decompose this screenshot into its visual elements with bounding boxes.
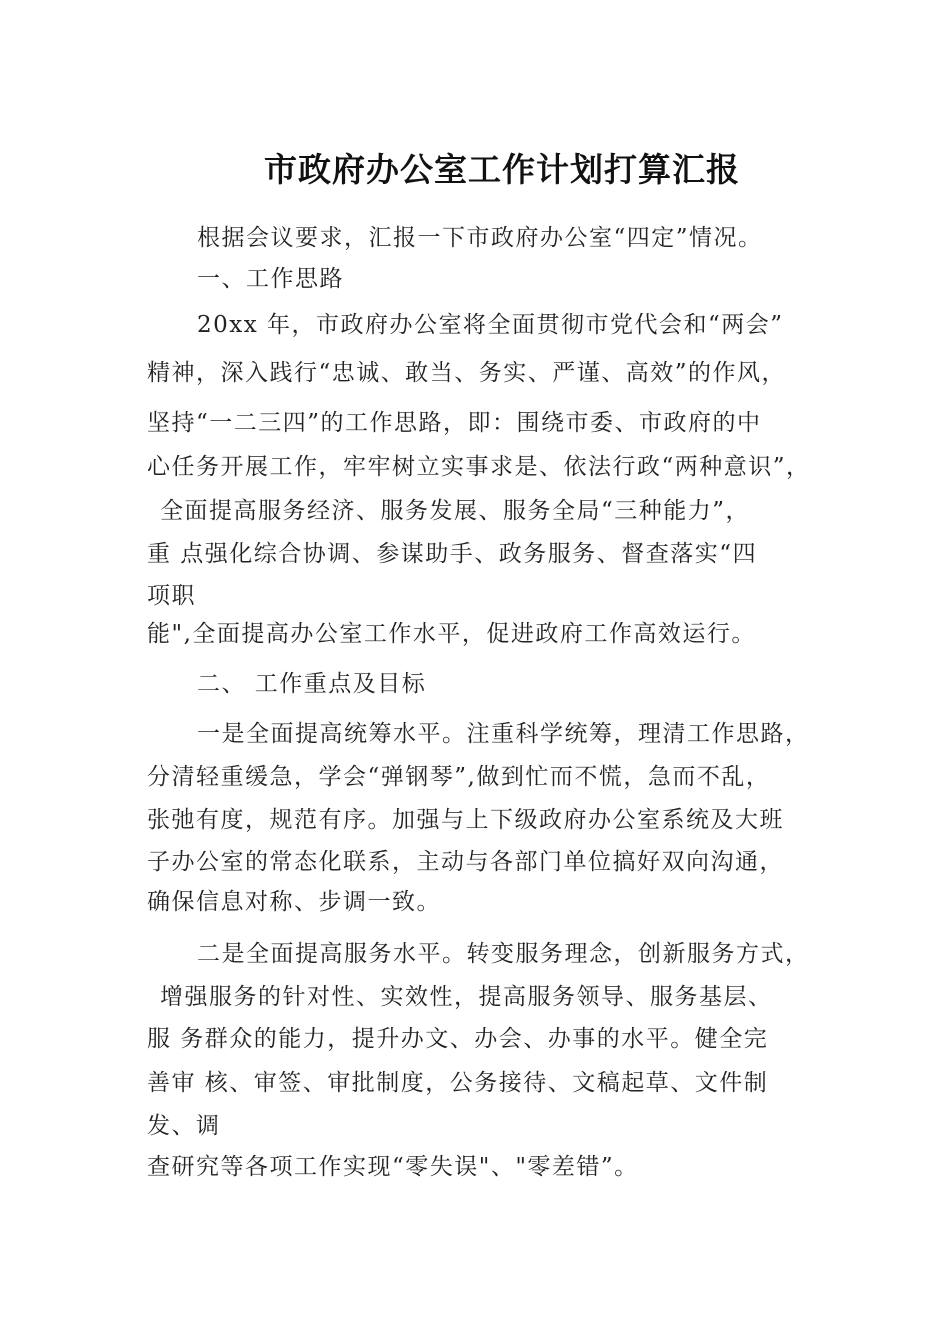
paragraph-line: 全面提高服务经济、服务发展、服务全局“三种能力”，: [160, 498, 751, 524]
paragraph-line: 增强服务的针对性、实效性，提高服务领导、服务基层、: [160, 984, 773, 1010]
paragraph-line: 坚持“一二三四”的工作思路，即：围绕市委、市政府的中: [147, 410, 762, 436]
paragraph-line: 服 务群众的能力，提升办文、办会、办事的水平。健全完: [147, 1026, 769, 1052]
paragraph-line: 根据会议要求，汇报一下市政府办公室“四定”情况。: [197, 225, 763, 251]
paragraph-line: 项职: [147, 583, 196, 609]
paragraph-line: 查研究等各项工作实现“零失误"、"零差错”。: [147, 1154, 639, 1180]
paragraph-line: 一是全面提高统筹水平。注重科学统筹，理清工作思路，: [197, 721, 810, 747]
paragraph-line: 善审 核、审签、审批制度，公务接待、文稿起草、文件制: [147, 1070, 769, 1096]
section-heading: 二、 工作重点及目标: [197, 671, 427, 697]
paragraph-line: 能",全面提高办公室工作水平，促进政府工作高效运行。: [147, 621, 756, 647]
paragraph-line: 精神，深入践行“忠诚、敢当、务实、严谨、高效”的作风，: [147, 360, 787, 386]
paragraph-line: 重 点强化综合协调、参谋助手、政务服务、督查落实“四: [147, 541, 758, 567]
paragraph-line: 分清轻重缓急，学会“弹钢琴”,做到忙而不慌，急而不乱，: [147, 764, 771, 790]
paragraph-line: 确保信息对称、步调一致。: [147, 889, 441, 915]
paragraph-line: 心任务开展工作，牢牢树立实事求是、依法行政“两种意识”，: [147, 454, 811, 480]
paragraph-line: 发、调: [147, 1113, 221, 1139]
paragraph-line: 二是全面提高服务水平。转变服务理念，创新服务方式，: [197, 941, 810, 967]
paragraph-line: 子办公室的常态化联系，主动与各部门单位搞好双向沟通，: [147, 849, 784, 875]
paragraph-line: 20xx 年，市政府办公室将全面贯彻市党代会和“两会”: [197, 312, 784, 338]
paragraph-line: 张弛有度，规范有序。加强与上下级政府办公室系统及大班: [147, 807, 784, 833]
section-heading: 一、工作思路: [197, 266, 344, 292]
document-title: 市政府办公室工作计划打算汇报: [264, 150, 740, 189]
